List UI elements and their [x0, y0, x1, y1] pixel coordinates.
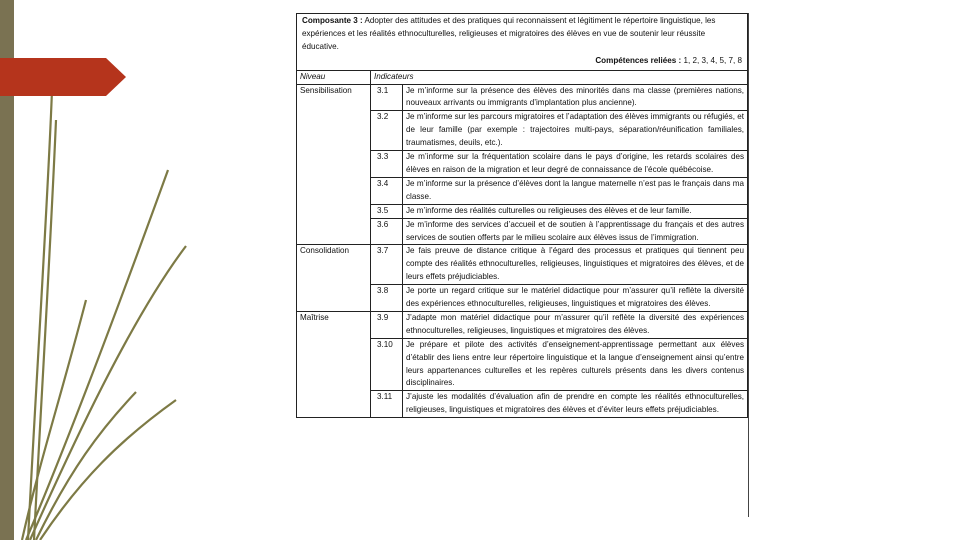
column-header-niveau: Niveau [297, 70, 371, 84]
indicator-code: 3.11 [371, 391, 403, 418]
indicator-text: Je m’informe des réalités culturelles ou religieuses des élèves et de leur famille. [403, 204, 748, 218]
indicator-code: 3.8 [371, 285, 403, 312]
indicator-text: J’adapte mon matériel didactique pour m’assurer qu’il reflète la diversité des expériences ethnoculturelles, religieuses, linguistiques et migratoires des élèves. [403, 311, 748, 338]
indicator-code: 3.2 [371, 111, 403, 151]
component-text: Adopter des attitudes et des pratiques qui reconnaissent et légitiment le répertoire linguistique, les expériences et les réalités ethnoculturelles, religieuses et migratoires des élèves en vue de soutenir leur réussite éducative. [302, 16, 716, 51]
column-header-indicateurs: Indicateurs [371, 70, 748, 84]
indicator-code: 3.4 [371, 177, 403, 204]
competences-label: Compétences reliées : [595, 55, 682, 65]
indicator-code: 3.9 [371, 311, 403, 338]
indicator-row [297, 84, 748, 111]
level-cell: Consolidation [297, 245, 371, 312]
level-cell: Maîtrise [297, 311, 371, 417]
indicator-text: Je m’informe sur la fréquentation scolaire dans le pays d’origine, les retards scolaires des élèves en raison de la migration et leur degré de connaissance de l’école québécoise. [403, 151, 748, 178]
indicator-row [297, 245, 748, 285]
indicator-row [297, 311, 748, 338]
component-label: Composante 3 : [302, 16, 363, 25]
indicator-text: Je m’informe sur la présence d’élèves dont la langue maternelle n’est pas le français dans ma classe. [403, 177, 748, 204]
scanned-document [296, 13, 749, 517]
component-header-row [297, 14, 748, 71]
competence-table [296, 13, 748, 418]
competences-values: 1, 2, 3, 4, 5, 7, 8 [683, 55, 742, 65]
indicator-text: J’ajuste les modalités d’évaluation afin de prendre en compte les réalités ethnoculturelles, religieuses, linguistiques et migratoires des élèves et d’éviter leurs effets préjudiciables. [403, 391, 748, 418]
component-description [302, 15, 742, 54]
indicator-text: Je m’informe sur la présence des élèves des minorités dans ma classe (premières nations, nouveaux arrivants ou immigrants d’implantation plus ancienne). [403, 84, 748, 111]
indicator-code: 3.1 [371, 84, 403, 111]
indicator-code: 3.6 [371, 218, 403, 245]
indicator-code: 3.3 [371, 151, 403, 178]
indicator-text: Je porte un regard critique sur le matériel didactique pour m’assurer qu’il reflète la diversité des expériences ethnoculturelles, religieuses, linguistiques et migratoires des élèves. [403, 285, 748, 312]
indicator-text: Je m’informe des services d’accueil et de soutien à l’apprentissage du français et des autres services de soutien offerts par le milieu scolaire aux élèves issus de l’immigration. [403, 218, 748, 245]
indicator-code: 3.7 [371, 245, 403, 285]
slide-accent-tab [0, 58, 126, 96]
indicator-text: Je fais preuve de distance critique à l’égard des processus et pratiques qui tiennent peu compte des réalités ethnoculturelles, religieuses, linguistiques et migratoires des élèves, et de leurs effets préjudiciables. [403, 245, 748, 285]
column-header-row [297, 70, 748, 84]
indicator-code: 3.10 [371, 338, 403, 391]
indicator-code: 3.5 [371, 204, 403, 218]
indicator-text: Je m’informe sur les parcours migratoires et l’adaptation des élèves immigrants ou réfugiés, et de leur famille (par exemple : trajectoires multi-pays, séparation/réunification familiales, traumatismes, deuils, etc.). [403, 111, 748, 151]
level-cell: Sensibilisation [297, 84, 371, 245]
related-competences [302, 55, 742, 68]
indicator-text: Je prépare et pilote des activités d’enseignement-apprentissage permettant aux élèves d’établir des liens entre leur répertoire linguistique et la langue d’enseignement ainsi qu’entre leurs appartenances culturelles et les repères culturels présents dans les divers contenus disciplinaires. [403, 338, 748, 391]
component-header [297, 14, 748, 71]
